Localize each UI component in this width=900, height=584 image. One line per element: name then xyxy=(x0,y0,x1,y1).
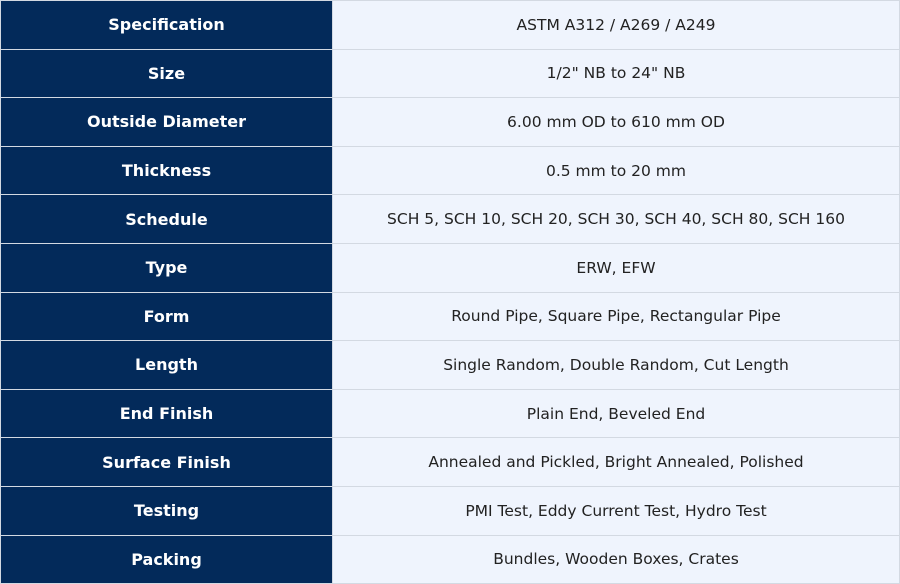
row-label: Surface Finish xyxy=(1,438,333,487)
row-label: Type xyxy=(1,243,333,292)
table-row xyxy=(1,486,900,535)
table-row xyxy=(1,1,900,50)
table-row xyxy=(1,98,900,147)
row-value: 6.00 mm OD to 610 mm OD xyxy=(333,98,900,147)
row-label: End Finish xyxy=(1,389,333,438)
table-row xyxy=(1,243,900,292)
row-value: Bundles, Wooden Boxes, Crates xyxy=(333,535,900,584)
table-row xyxy=(1,535,900,584)
table-row xyxy=(1,292,900,341)
table-row xyxy=(1,438,900,487)
row-label: Schedule xyxy=(1,195,333,244)
row-value: ASTM A312 / A269 / A249 xyxy=(333,1,900,50)
row-label: Form xyxy=(1,292,333,341)
row-label: Outside Diameter xyxy=(1,98,333,147)
row-label: Size xyxy=(1,49,333,98)
row-label: Packing xyxy=(1,535,333,584)
row-value: Plain End, Beveled End xyxy=(333,389,900,438)
table-row xyxy=(1,389,900,438)
table-row xyxy=(1,341,900,390)
row-value: 1/2" NB to 24" NB xyxy=(333,49,900,98)
table-row xyxy=(1,49,900,98)
row-label: Thickness xyxy=(1,146,333,195)
row-value: ERW, EFW xyxy=(333,243,900,292)
row-value: SCH 5, SCH 10, SCH 20, SCH 30, SCH 40, SCH 80, SCH 160 xyxy=(333,195,900,244)
row-label: Length xyxy=(1,341,333,390)
row-value: Annealed and Pickled, Bright Annealed, Polished xyxy=(333,438,900,487)
row-value: Round Pipe, Square Pipe, Rectangular Pipe xyxy=(333,292,900,341)
table-row xyxy=(1,195,900,244)
row-value: PMI Test, Eddy Current Test, Hydro Test xyxy=(333,486,900,535)
row-label: Testing xyxy=(1,486,333,535)
row-value: Single Random, Double Random, Cut Length xyxy=(333,341,900,390)
row-label: Specification xyxy=(1,1,333,50)
row-value: 0.5 mm to 20 mm xyxy=(333,146,900,195)
table-row xyxy=(1,146,900,195)
